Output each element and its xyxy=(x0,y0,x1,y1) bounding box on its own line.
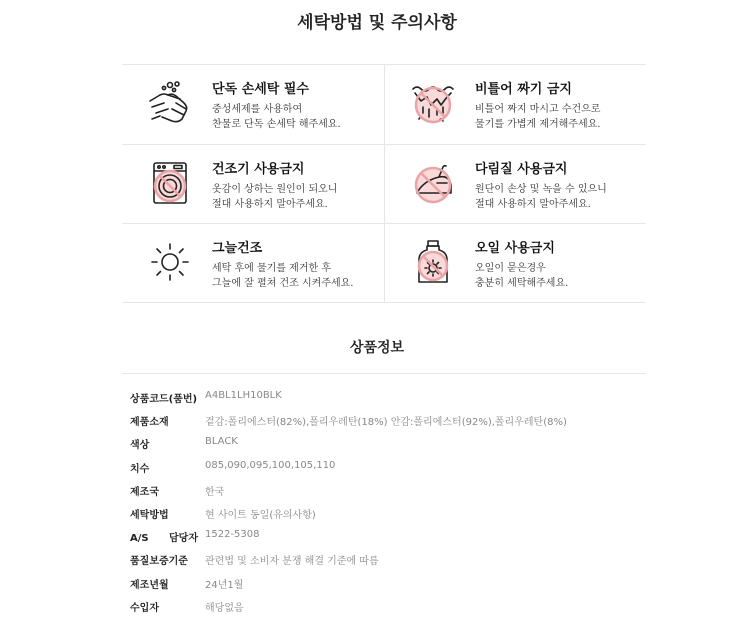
care-item-desc: 오일이 묻은경우 xyxy=(475,263,546,274)
info-row xyxy=(130,388,646,411)
care-item-title: 비틀어 짜기 금지 xyxy=(475,82,572,97)
info-row xyxy=(130,458,646,481)
care-item-shade-dry xyxy=(122,224,384,303)
info-label: 제조국 xyxy=(130,486,159,498)
care-item-desc: 그늘에 잘 펼쳐 건조 시켜주세요. xyxy=(212,278,354,289)
care-item-title: 단독 손세탁 필수 xyxy=(212,82,309,97)
info-row xyxy=(130,574,646,597)
info-value: 관련법 및 소비자 분쟁 해결 기준에 따름 xyxy=(205,556,379,568)
care-item-desc: 세탁 후에 물기를 제거한 후 xyxy=(212,263,331,274)
info-label: A/S 담당자 xyxy=(130,533,198,545)
info-row xyxy=(130,434,646,457)
info-label: 수입자 xyxy=(130,602,159,614)
no-oil-icon xyxy=(409,238,457,286)
care-item-no-oil xyxy=(385,224,647,303)
care-item-desc: 물기를 가볍게 제거해주세요. xyxy=(475,119,601,130)
product-info-table xyxy=(130,388,646,620)
care-item-title: 건조기 사용금지 xyxy=(212,162,305,177)
care-item-title: 오일 사용금지 xyxy=(475,241,555,256)
care-item-desc: 찬물로 단독 손세탁 해주세요. xyxy=(212,119,341,130)
care-grid xyxy=(122,64,646,303)
info-label: 품질보증기준 xyxy=(130,556,188,568)
info-row xyxy=(130,411,646,434)
no-iron-icon xyxy=(409,159,457,207)
info-value: 겉감:폴리에스터(82%),폴리우레탄(18%) 안감:폴리에스터(92%),폴리우레탄(8%) xyxy=(205,417,567,429)
care-item-desc: 원단이 손상 및 녹을 수 있으니 xyxy=(475,184,607,195)
info-value: 한국 xyxy=(205,486,225,498)
info-label: 치수 xyxy=(130,463,150,475)
care-item-desc: 절대 사용하지 말아주세요. xyxy=(475,199,591,210)
info-row xyxy=(130,527,646,550)
info-row xyxy=(130,481,646,504)
product-info-divider xyxy=(122,373,646,374)
info-label: 제품소재 xyxy=(130,417,169,429)
hand-wash-icon xyxy=(146,79,194,127)
care-item-title: 그늘건조 xyxy=(212,241,263,256)
info-label: 색상 xyxy=(130,440,150,452)
care-item-no-wring xyxy=(385,65,647,144)
care-item-no-dryer xyxy=(122,145,384,224)
care-item-desc: 절대 사용하지 말아주세요. xyxy=(212,199,328,210)
care-section-title: 세탁방법 및 주의사항 xyxy=(297,13,457,33)
care-item-desc: 중성세제를 사용하여 xyxy=(212,104,303,115)
info-label: 상품코드(품번) xyxy=(130,394,198,405)
care-item-desc: 비틀어 짜지 마시고 수건으로 xyxy=(475,104,601,115)
info-value: BLACK xyxy=(205,436,238,448)
info-value: 1522-5308 xyxy=(205,529,260,541)
info-row xyxy=(130,504,646,527)
info-value: 해당없음 xyxy=(205,602,244,614)
info-value: 24년1월 xyxy=(205,579,244,591)
info-row xyxy=(130,597,646,620)
info-label: 세탁방법 xyxy=(130,509,169,521)
care-item-no-iron xyxy=(385,145,647,224)
info-value: A4BL1LH10BLK xyxy=(205,390,282,401)
care-item-desc: 충분히 세탁해주세요. xyxy=(475,278,569,289)
care-item-title: 다림질 사용금지 xyxy=(475,162,568,177)
info-value: 085,090,095,100,105,110 xyxy=(205,459,336,471)
care-item-hand-wash xyxy=(122,65,384,144)
info-value: 현 사이트 동일(유의사항) xyxy=(205,509,316,521)
sun-icon xyxy=(146,238,194,286)
no-dryer-icon xyxy=(146,159,194,207)
care-item-desc: 옷감이 상하는 원인이 되오니 xyxy=(212,184,338,195)
no-wring-icon xyxy=(409,79,457,127)
info-row xyxy=(130,550,646,573)
product-info-title: 상품정보 xyxy=(349,340,405,356)
info-label: 제조년월 xyxy=(130,579,169,591)
